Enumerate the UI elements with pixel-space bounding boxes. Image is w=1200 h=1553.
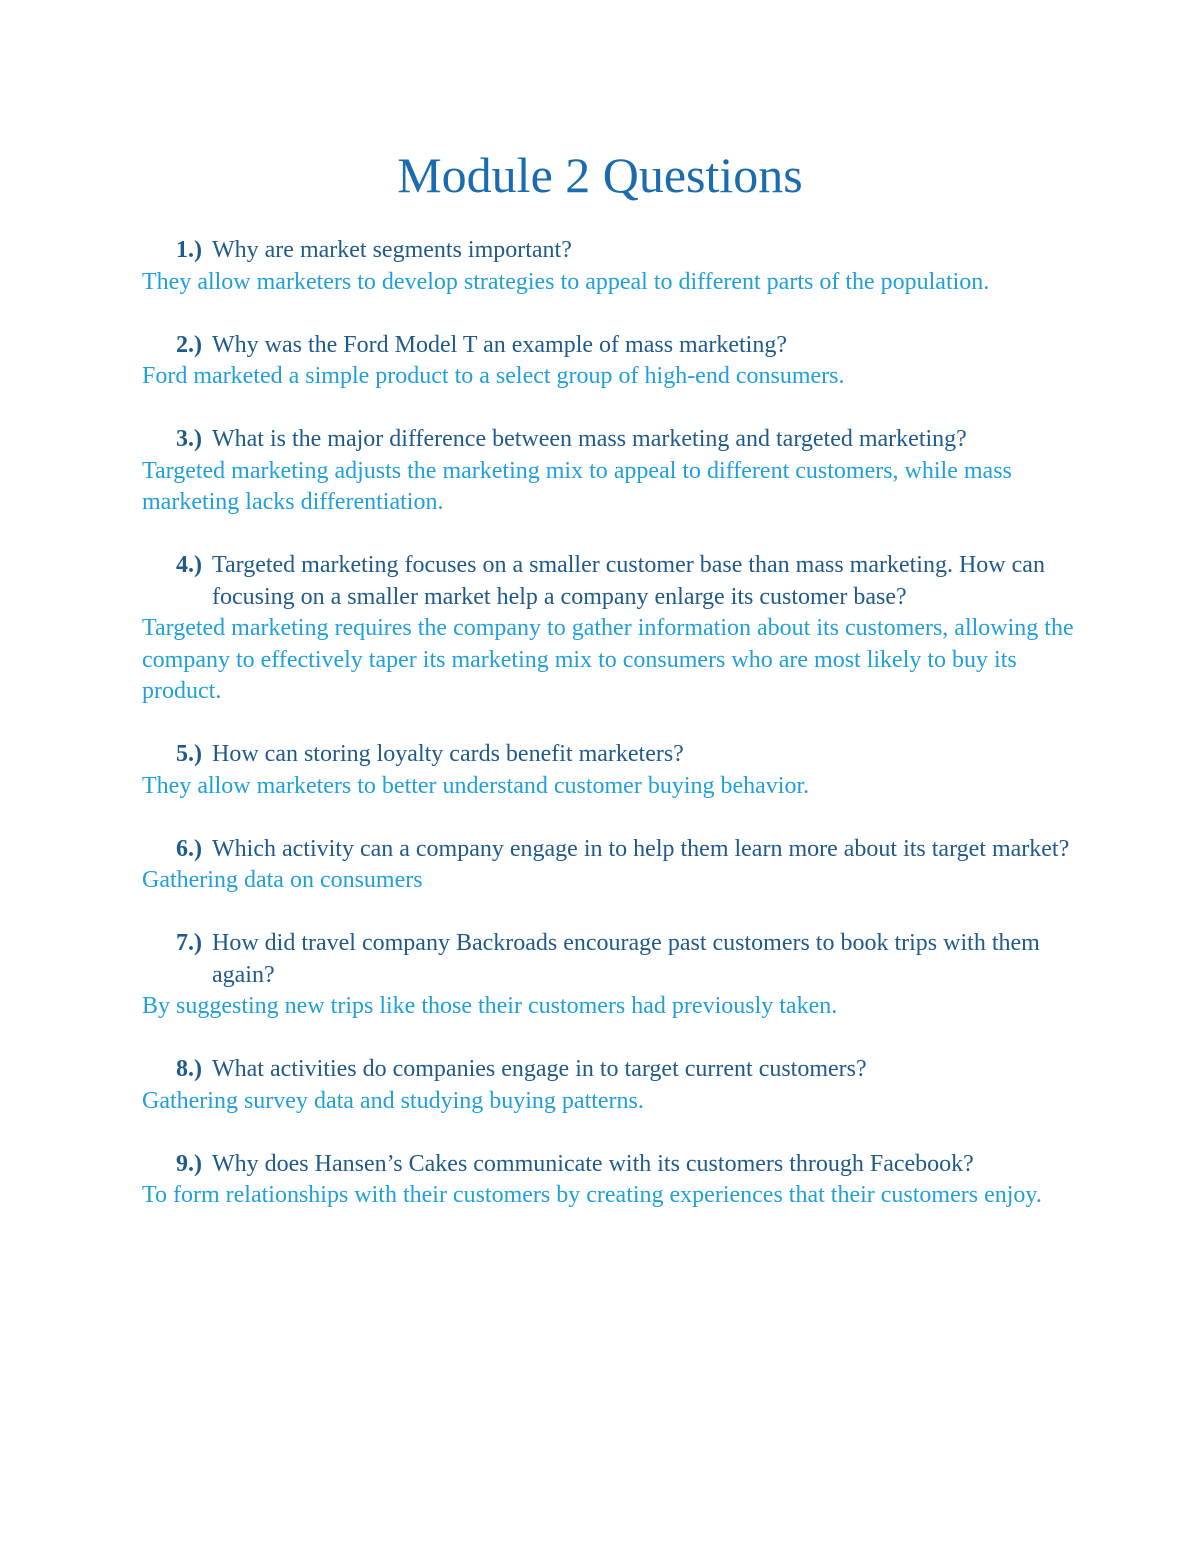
qa-item-3 xyxy=(142,424,1082,519)
answer-8: Gathering survey data and studying buying patterns. xyxy=(142,1087,644,1114)
qa-item-5 xyxy=(142,739,1082,802)
question-text: How can storing loyalty cards benefit marketers? xyxy=(212,741,684,767)
question-text: Why was the Ford Model T an example of mass marketing? xyxy=(212,331,787,358)
question-text: Why does Hansen’s Cakes communicate with its customers through Facebook? xyxy=(212,1150,974,1177)
question-list xyxy=(142,235,1082,1243)
question-1 xyxy=(142,235,1082,267)
question-6 xyxy=(142,834,1082,866)
question-8 xyxy=(142,1054,1082,1086)
question-text: How did travel company Backroads encourage past customers to book trips with them again? xyxy=(212,930,1040,988)
question-9 xyxy=(142,1149,1082,1181)
question-text: What is the major difference between mass marketing and targeted marketing? xyxy=(212,426,967,452)
page-title: Module 2 Questions xyxy=(397,147,803,203)
qa-item-4 xyxy=(142,550,1082,708)
answer-5: They allow marketers to better understand customer buying behavior. xyxy=(142,772,810,799)
answer-2: Ford marketed a simple product to a select group of high-end consumers. xyxy=(142,363,845,389)
question-text: What activities do companies engage in to target current customers? xyxy=(212,1056,867,1082)
question-text: Targeted marketing focuses on a smaller customer base than mass marketing. How can focusing on a smaller market help a company enlarge its customer base? xyxy=(212,552,1045,610)
answer-1: They allow marketers to develop strategies to appeal to different parts of the population. xyxy=(142,268,990,295)
answer-6: Gathering data on consumers xyxy=(142,867,423,893)
question-text: Why are market segments important? xyxy=(212,237,572,263)
qa-item-6 xyxy=(142,834,1082,897)
question-number: 8.) xyxy=(176,1056,202,1082)
answer-9: To form relationships with their customers by creating experiences that their customers enjoy. xyxy=(142,1182,1042,1208)
qa-item-7 xyxy=(142,928,1082,1023)
question-number: 1.) xyxy=(176,237,202,263)
question-number: 7.) xyxy=(176,930,202,956)
question-5 xyxy=(142,739,1082,771)
answer-3: Targeted marketing adjusts the marketing mix to appeal to different customers, while mass marketing lacks differentiation. xyxy=(142,457,1012,515)
question-text: Which activity can a company engage in to help them learn more about its target market? xyxy=(212,835,1070,862)
question-number: 5.) xyxy=(176,741,202,767)
question-7 xyxy=(142,928,1082,991)
qa-item-1 xyxy=(142,235,1082,298)
question-number: 3.) xyxy=(176,426,202,452)
question-4 xyxy=(142,550,1082,613)
qa-item-9 xyxy=(142,1149,1082,1212)
question-number: 6.) xyxy=(176,835,202,862)
qa-item-2 xyxy=(142,330,1082,393)
answer-7: By suggesting new trips like those their customers had previously taken. xyxy=(142,993,838,1019)
question-number: 9.) xyxy=(176,1150,202,1177)
answer-4: Targeted marketing requires the company to gather information about its customers, allowing the company to effectively taper its marketing mix to consumers who are most likely to buy its product. xyxy=(142,615,1074,704)
question-2 xyxy=(142,330,1082,362)
question-number: 2.) xyxy=(176,331,202,358)
qa-item-8 xyxy=(142,1054,1082,1117)
question-number: 4.) xyxy=(176,552,202,578)
question-3 xyxy=(142,424,1082,456)
